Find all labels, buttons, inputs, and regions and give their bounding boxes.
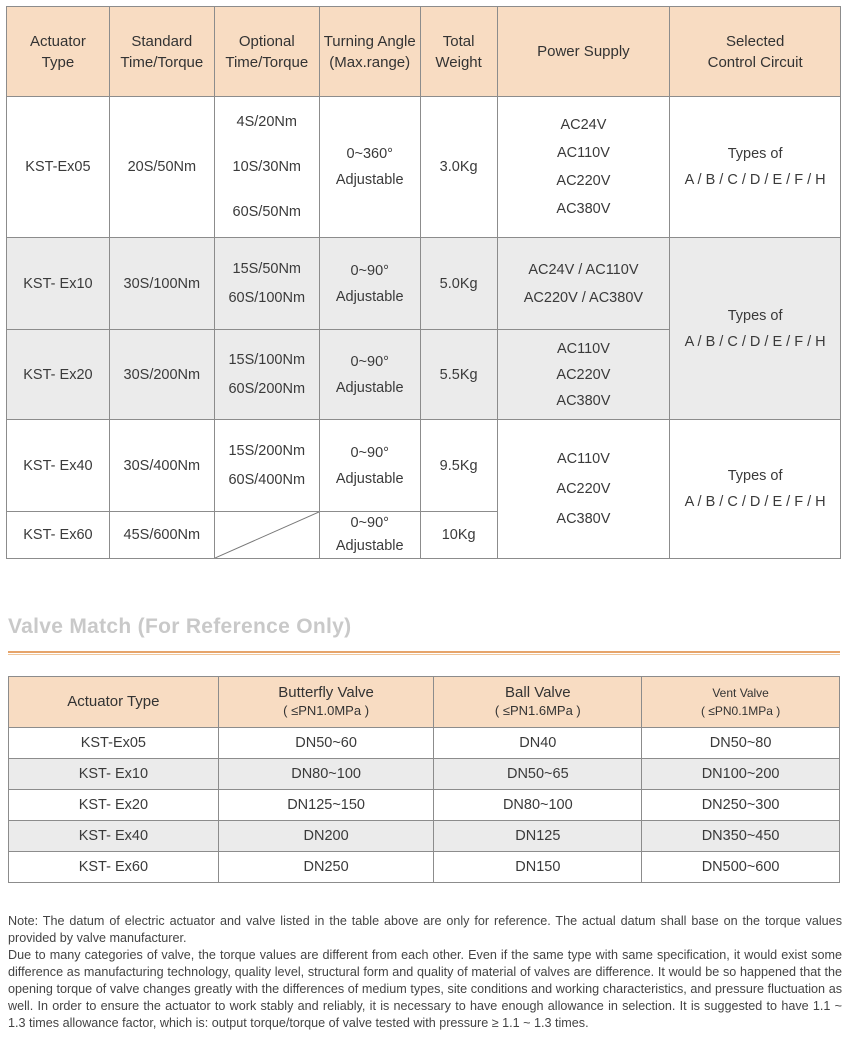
ball-cell: DN40 (434, 728, 642, 759)
butterfly-cell: DN200 (218, 821, 434, 852)
valve-match-title: Valve Match (For Reference Only) (8, 615, 352, 638)
actuator-type-cell: KST- Ex60 (9, 852, 219, 883)
valve-match-table (8, 676, 840, 883)
optional-torque-cell: 4S/20Nm 10S/30Nm 60S/50Nm (214, 97, 319, 238)
butterfly-cell: DN250 (218, 852, 434, 883)
actuator-type-cell: KST-Ex05 (7, 97, 110, 238)
optional-torque-cell: 15S/200Nm 60S/400Nm (214, 420, 319, 512)
optional-torque-cell: 15S/50Nm 60S/100Nm (214, 238, 319, 330)
table-row (9, 852, 840, 883)
table-row (9, 821, 840, 852)
header-power-supply: Power Supply (497, 7, 670, 97)
vent-cell: DN350~450 (642, 821, 840, 852)
control-circuit-cell: Types of A / B / C / D / E / F / H (670, 97, 841, 238)
turning-angle-cell: 0~90° Adjustable (319, 330, 420, 420)
header-vent-valve: Vent Valve ( ≤PN0.1MPa ) (642, 677, 840, 728)
note-paragraph: Due to many categories of valve, the torque values are different from each other. Even if the same type with same specification, it would exist some difference as manufacturing technology, quality level, structural form and quality of material of valves are difference. It would be so happened that the opening torque of valve changes greatly with the differences of medium types, site conditions and working characteristics, and pressure fluctuation as well. In order to ensure the actuator to work stably and reliably, it is necessary to have enough allowance in selection. It is suggested to have 1.1 ~ 1.3 times allowance factor, which is: output torque/torque of valve tested with pressure ≥ 1.1 ~ 1.3 times. (8, 948, 842, 1030)
optional-torque-cell-empty (214, 512, 319, 559)
table-row (7, 238, 841, 330)
weight-cell: 3.0Kg (420, 97, 497, 238)
title-divider (8, 651, 840, 653)
actuator-type-cell: KST- Ex60 (7, 512, 110, 559)
vent-cell: DN250~300 (642, 790, 840, 821)
vent-cell: DN100~200 (642, 759, 840, 790)
power-supply-cell: AC110V AC220V AC380V (497, 420, 670, 559)
reference-note (8, 913, 842, 1032)
note-paragraph: Note: The datum of electric actuator and valve listed in the table above are only for reference. The actual datum shall base on the torque values provided by valve manufacturer. (8, 914, 842, 945)
header-turning-angle: Turning Angle (Max.range) (319, 7, 420, 97)
header-ball-valve: Ball Valve ( ≤PN1.6MPa ) (434, 677, 642, 728)
ball-cell: DN50~65 (434, 759, 642, 790)
header-total-weight: Total Weight (420, 7, 497, 97)
standard-torque-cell: 20S/50Nm (109, 97, 214, 238)
table-row (7, 97, 841, 238)
power-supply-cell: AC24V / AC110V AC220V / AC380V (497, 238, 670, 330)
header-optional-time-torque: Optional Time/Torque (214, 7, 319, 97)
turning-angle-cell: 0~90° Adjustable (319, 512, 420, 559)
weight-cell: 5.0Kg (420, 238, 497, 330)
standard-torque-cell: 30S/400Nm (109, 420, 214, 512)
table-row (9, 790, 840, 821)
turning-angle-cell: 0~90° Adjustable (319, 420, 420, 512)
table-row (7, 420, 841, 512)
butterfly-cell: DN125~150 (218, 790, 434, 821)
weight-cell: 10Kg (420, 512, 497, 559)
actuator-spec-table (6, 6, 841, 559)
actuator-type-cell: KST- Ex40 (9, 821, 219, 852)
diagonal-slash (215, 512, 319, 558)
turning-angle-cell: 0~360° Adjustable (319, 97, 420, 238)
butterfly-cell: DN50~60 (218, 728, 434, 759)
header-butterfly-valve: Butterfly Valve ( ≤PN1.0MPa ) (218, 677, 434, 728)
header-standard-time-torque: Standard Time/Torque (109, 7, 214, 97)
actuator-type-cell: KST- Ex10 (7, 238, 110, 330)
standard-torque-cell: 45S/600Nm (109, 512, 214, 559)
vent-cell: DN500~600 (642, 852, 840, 883)
header-actuator-type: Actuator Type (9, 677, 219, 728)
actuator-type-cell: KST-Ex05 (9, 728, 219, 759)
table-row (9, 759, 840, 790)
header-actuator-type: Actuator Type (7, 7, 110, 97)
table-row (9, 728, 840, 759)
power-supply-cell: AC110V AC220V AC380V (497, 330, 670, 420)
ball-cell: DN125 (434, 821, 642, 852)
header-control-circuit: Selected Control Circuit (670, 7, 841, 97)
ball-cell: DN80~100 (434, 790, 642, 821)
actuator-type-cell: KST- Ex10 (9, 759, 219, 790)
power-supply-cell: AC24V AC110V AC220V AC380V (497, 97, 670, 238)
vent-cell: DN50~80 (642, 728, 840, 759)
ball-cell: DN150 (434, 852, 642, 883)
weight-cell: 5.5Kg (420, 330, 497, 420)
standard-torque-cell: 30S/200Nm (109, 330, 214, 420)
actuator-type-cell: KST- Ex20 (9, 790, 219, 821)
actuator-type-cell: KST- Ex40 (7, 420, 110, 512)
control-circuit-cell: Types of A / B / C / D / E / F / H (670, 238, 841, 420)
actuator-type-cell: KST- Ex20 (7, 330, 110, 420)
standard-torque-cell: 30S/100Nm (109, 238, 214, 330)
turning-angle-cell: 0~90° Adjustable (319, 238, 420, 330)
title-divider-thin (8, 654, 840, 655)
butterfly-cell: DN80~100 (218, 759, 434, 790)
weight-cell: 9.5Kg (420, 420, 497, 512)
control-circuit-cell: Types of A / B / C / D / E / F / H (670, 420, 841, 559)
optional-torque-cell: 15S/100Nm 60S/200Nm (214, 330, 319, 420)
